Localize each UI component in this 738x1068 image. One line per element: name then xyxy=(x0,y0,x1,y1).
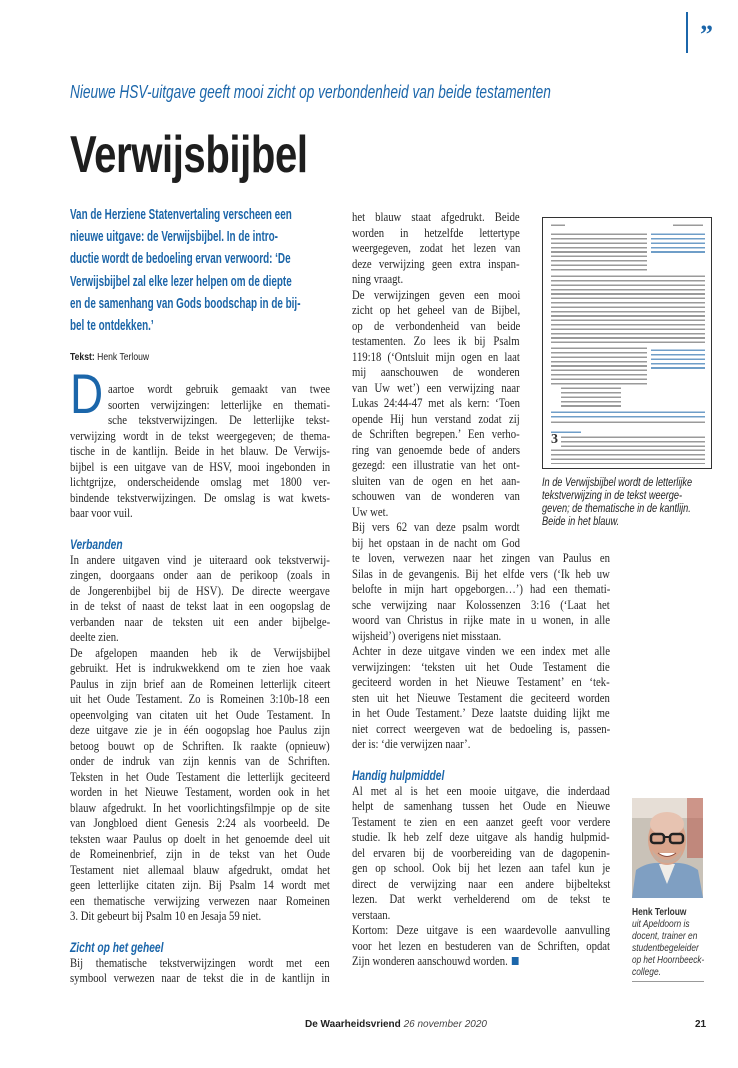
text-line-content: het blauw staat afgedrukt. Beide xyxy=(352,210,520,224)
text-line-content: en de samenhang van Gods boodschap in de bij- xyxy=(70,294,301,312)
text-line xyxy=(70,956,376,972)
text-line xyxy=(352,582,656,598)
text-line xyxy=(352,598,656,614)
text-line xyxy=(352,613,656,629)
text-line xyxy=(70,460,376,476)
text-line xyxy=(70,568,376,584)
text-line xyxy=(70,584,376,600)
text-line xyxy=(352,536,656,552)
text-line-content: direct de verwijzing naar een andere bijbeltekst xyxy=(352,876,611,891)
text-line xyxy=(70,739,376,755)
text-line xyxy=(352,799,656,815)
text-line-content: Bij thematische tekstverwijzingen wordt met een xyxy=(70,955,330,970)
text-line xyxy=(70,553,376,569)
text-line xyxy=(70,599,376,615)
text-line-content: testamenten. Zo lees ik bij Psalm xyxy=(352,334,520,348)
text-line-content: bel te ontdekken.’ xyxy=(70,316,154,334)
author-photo xyxy=(632,798,703,898)
text-line-content: opende Hij hun verstand zodat zij xyxy=(352,411,520,426)
quote-icon: ” xyxy=(700,20,713,49)
author-bio-line xyxy=(632,966,724,978)
text-line-content: zingen, doorgaans onder aan de perikoop (zoals in xyxy=(70,568,330,582)
text-line-content: ning vraagt. xyxy=(352,272,404,286)
byline-author: Henk Terlouw xyxy=(97,351,150,363)
text-line-content: blauw afgedrukt. In het voorlichtingsfilmpje op de site xyxy=(70,800,330,815)
caption-line xyxy=(542,503,730,516)
text-line-content: van Jongbloed dient Genesis 2:24 als voorbeeld. De xyxy=(70,816,330,830)
text-line-content: een thematische verwijzing verwezen naar Romeinen xyxy=(70,893,330,908)
text-line-content: weergegeven, zodat het lezen van xyxy=(352,241,521,255)
text-line xyxy=(70,832,376,848)
text-line-content: te loven, verwezen naar het zingen van Paulus en xyxy=(352,551,610,565)
text-line xyxy=(70,971,376,987)
text-line-content: worden in het Nieuwe Testament, worden ook in het xyxy=(70,785,330,799)
footer-publication xyxy=(305,1019,487,1030)
text-line xyxy=(352,830,656,846)
text-line xyxy=(70,863,376,879)
text-line-content: Handig hulpmiddel xyxy=(352,768,445,783)
text-line-content: Silas in de gevangenis. Bij het elfde vers (‘Ik heb uw xyxy=(352,566,610,581)
drop-cap: D xyxy=(70,362,104,425)
text-line xyxy=(352,675,656,691)
text-line xyxy=(352,954,656,970)
text-line-content: verwijzing wordt in de tekst weergegeven; de thema- xyxy=(70,428,331,443)
text-line-content: voor het lezen en bestuderen van de Schriften, opdat xyxy=(352,938,611,953)
text-line-content: Beide in het blauw. xyxy=(542,516,620,528)
text-line-content: De afgelopen maanden heb ik de Verwijsbijbel xyxy=(70,645,331,660)
text-line-content: uit Apeldoorn is xyxy=(632,918,690,930)
text-line-content: Kortom: Deze uitgave is een waardevolle aanvulling xyxy=(352,923,611,937)
text-line xyxy=(352,691,656,707)
text-line-content: van Uw wet’) een verwijzing naar xyxy=(352,380,520,395)
text-line xyxy=(352,939,656,955)
caption-line xyxy=(542,490,730,503)
text-line xyxy=(70,646,376,662)
text-line-content: lichtgrijze, onderscheidende omslag met 1800 ver- xyxy=(70,475,331,489)
text-line-content: studentbegeleider xyxy=(632,942,699,954)
text-line-content: bij het opstaan in de nacht om God xyxy=(352,535,520,550)
text-line xyxy=(70,661,376,677)
text-line-content: docent, trainer en xyxy=(632,930,698,942)
text-line-content: lezen. Dat werkt verhelderend om de tekst te xyxy=(352,892,611,906)
header-divider xyxy=(686,12,688,53)
text-line xyxy=(70,382,376,398)
author-name xyxy=(632,906,724,918)
text-line xyxy=(70,801,376,817)
text-line xyxy=(352,877,656,893)
bible-page-image xyxy=(542,217,712,469)
text-line-content: bindende tekstverwijzingen. De omslag is wat kwets- xyxy=(70,490,330,505)
text-line-content: soorten verwijzingen: letterlijke en themati- xyxy=(108,397,331,412)
text-line-content: gebruikt. Het is indrukwekkend om te zien hoe vaak xyxy=(70,661,331,675)
text-line xyxy=(352,629,656,645)
text-line-content: der is: ‘die verwijzen naar’. xyxy=(352,737,471,751)
text-line xyxy=(352,923,656,939)
byline-label: Tekst: xyxy=(70,351,95,363)
text-line-content: bijbel is een uitgave van de HSV, mooi ingebonden in xyxy=(70,459,331,474)
text-line xyxy=(352,892,656,908)
text-line-content: de Jongerenbijbel bij de HSV). De directe weergave xyxy=(70,583,330,598)
text-line-content: woord van Christus in rijke mate in u wonen, in alle xyxy=(352,613,610,627)
text-line-content: onder de indruk van zijn kennis van de Schriften. xyxy=(70,754,330,768)
text-line xyxy=(352,846,656,862)
text-line-content: tekstverwijzing in de tekst weerge- xyxy=(542,490,683,502)
text-line-content: sche verwijzing naar Kolossenzen 3:16 (‘Laat het xyxy=(352,597,610,612)
article-subtitle: Nieuwe HSV-uitgave geeft mooi zicht op verbondenheid van beide testamenten xyxy=(70,82,551,102)
author-bio-rule xyxy=(632,981,704,982)
chapter-numeral-glyph: 3 xyxy=(551,432,558,447)
text-line-content: Lukas 24:44-47 met als kern: ‘Toen xyxy=(352,396,520,410)
text-line xyxy=(70,692,376,708)
text-line-content: ring van genoemde bede of anders xyxy=(352,442,521,457)
text-line-content: worden in hetzelfde lettertype xyxy=(352,225,520,240)
text-line-content: nieuwe uitgave: de Verwijsbijbel. In de intro- xyxy=(70,228,278,246)
caption-line xyxy=(542,516,730,529)
text-line-content: wijsheid’) overigens niet misstaan. xyxy=(352,628,502,643)
text-line xyxy=(70,491,376,507)
text-line-content: deze uitgave zie je in één oogopslag hoe Paulus zijn xyxy=(70,723,330,737)
text-line-content: 3. Dit gebeurt bij Psalm 10 en Jesaja 59 niet. xyxy=(70,909,262,923)
end-of-article-mark xyxy=(512,957,519,965)
text-line-content: teksten waar Paulus op doelt in het genoemde deel uit xyxy=(70,831,331,846)
text-line-content: op het Hoornbeeck- xyxy=(632,954,705,966)
text-line-content: sluiten van de ogen en het aan- xyxy=(352,473,520,488)
text-line-content: Al met al is het een mooie uitgave, die inderdaad xyxy=(352,783,610,798)
text-line-content: deze verwijzing geen extra inspan- xyxy=(352,256,520,271)
text-line xyxy=(70,723,376,739)
text-line xyxy=(70,630,376,646)
text-line-content: de Schriften begrepen.’ Een verho- xyxy=(352,427,520,441)
text-line xyxy=(70,475,376,491)
author-bio-line xyxy=(632,930,724,942)
text-line-content: Teksten in het Oude Testament die letterlijk geciteerd xyxy=(70,769,331,784)
text-line-content: Zicht op het geheel xyxy=(70,940,164,955)
text-line xyxy=(352,861,656,877)
author-bio-line xyxy=(632,954,724,966)
magazine-name: De Waarheidsvriend xyxy=(305,1019,401,1030)
text-line xyxy=(70,506,376,522)
text-line-content: ductie wordt de bedoeling ervan verwoord: ‘De xyxy=(70,250,291,268)
caption-line xyxy=(542,477,730,490)
text-line xyxy=(70,894,376,910)
body-column-1 xyxy=(70,382,376,987)
text-line xyxy=(70,785,376,801)
text-line-content: betoog bouwt op de Schriften. Ik raakte (opnieuw) xyxy=(70,738,330,753)
text-line-content: zicht op het geheel van de Bijbel, xyxy=(352,303,521,317)
text-line-content: helpt de samenhang tussen het Oude en Nieuwe xyxy=(352,799,610,813)
text-line-content: verstaan. xyxy=(352,907,391,922)
text-line-content: niet correct weergeven wat de bedoeling is, passen- xyxy=(352,721,611,736)
text-line xyxy=(352,737,656,753)
section-heading xyxy=(352,768,656,784)
text-line-content: opeenvolging van citaten uit het Oude Testament. In xyxy=(70,707,331,722)
text-line xyxy=(70,770,376,786)
text-line-content: Verwijsbijbel zal elke lezer helpen om de diepte xyxy=(70,272,292,290)
text-line xyxy=(352,908,656,924)
text-line-content: Bij vers 62 van deze psalm wordt xyxy=(352,520,520,534)
section-heading xyxy=(70,537,376,553)
text-line-content: del ervaren bij de voorbereiding van de dagopenin- xyxy=(352,845,610,860)
text-line xyxy=(352,551,656,567)
text-line-content: verbanden naar de teksten uit een ander bijbelge- xyxy=(70,614,331,629)
text-line-content: in de tekst of naast de tekst laat in een oogopslag de xyxy=(70,599,331,613)
text-line xyxy=(70,398,376,414)
text-line xyxy=(352,644,656,660)
text-line-content: symbool verwezen naar de tekst die in de kantlijn in xyxy=(70,971,330,985)
text-line xyxy=(352,722,656,738)
text-line-content: in het Oude Testament.’ Deze laatste duiding lijkt me xyxy=(352,706,610,720)
text-line xyxy=(70,429,376,445)
text-line xyxy=(70,878,376,894)
text-line-content: gezegd: een illustratie van het ont- xyxy=(352,458,520,472)
text-line-content: sche tekstverwijzingen. De letterlijke tekst- xyxy=(108,413,330,427)
text-line-content: studie. Ik heb zelf deze uitgave als handig hulpmid- xyxy=(352,830,610,844)
text-line xyxy=(70,413,376,429)
text-line xyxy=(70,708,376,724)
text-line xyxy=(70,847,376,863)
text-line xyxy=(70,444,376,460)
text-line-content: In de Verwijsbijbel wordt de letterlijke xyxy=(542,477,693,489)
text-line-content: aartoe wordt gebruik gemaakt van twee xyxy=(108,382,330,396)
text-line xyxy=(352,784,656,800)
text-line-content: college. xyxy=(632,966,661,978)
text-line-content: Testament te zien en een aanzet geeft voor verdere xyxy=(352,814,611,829)
image-caption xyxy=(542,477,730,529)
text-line-content: Uw wet. xyxy=(352,504,389,519)
section-heading xyxy=(70,940,376,956)
page-number: 21 xyxy=(695,1019,707,1030)
text-line xyxy=(352,567,656,583)
text-line-content: Achter in deze uitgave vinden we een index met alle xyxy=(352,644,611,658)
text-line-content: mij aanschouwen de wonderen xyxy=(352,365,520,379)
text-line-content: Verbanden xyxy=(70,537,123,552)
text-line-content: baar voor vuil. xyxy=(70,506,133,520)
article-title: Verwijsbijbel xyxy=(70,126,308,184)
text-line-content: uit het Oude Testament. Zo is Romeinen 3:10b-18 een xyxy=(70,692,330,706)
text-line-content: tische in de kantlijn. Beide in het blauw. De Verwijs- xyxy=(70,444,330,458)
text-line-content: 119:18 (‘Ontsluit mijn ogen en laat xyxy=(352,349,520,364)
text-line-content: schouwen van de wonderen van xyxy=(352,489,520,503)
text-line-content: belofte in mijn hart opgeborgen…’) had een themati- xyxy=(352,582,611,596)
text-line xyxy=(352,660,656,676)
text-line-content: De verwijzingen geven een mooi xyxy=(352,287,521,302)
text-line-content: geciteerd worden in het Nieuwe Testament’ en ‘tek- xyxy=(352,675,610,689)
text-line-content: verwijzingen: ‘teksten uit het Oude Testament die xyxy=(352,659,610,674)
text-line-content: Van de Herziene Statenvertaling verscheen een xyxy=(70,206,292,223)
author-bio-line xyxy=(632,918,724,930)
text-line xyxy=(70,816,376,832)
text-line-content: op de verbondenheid van beide xyxy=(352,318,521,333)
text-line-content: sten uit het Nieuwe Testament die geciteerd worden xyxy=(352,690,610,705)
text-line-content: Henk Terlouw xyxy=(632,906,687,918)
text-line-content: de Romeinenbrief, zijn in de tekst van het Oude xyxy=(70,847,330,861)
text-line-content: geven; de thematische in de kantlijn. xyxy=(542,503,691,515)
issue-date: 26 november 2020 xyxy=(403,1019,487,1030)
text-line-content: gen op school. Ook bij het lezen aan tafel kun je xyxy=(352,861,611,875)
text-line-content: Paulus in zijn brief aan de Romeinen letterlijk citeert xyxy=(70,676,331,691)
text-line xyxy=(352,815,656,831)
author-bio-line xyxy=(632,942,724,954)
text-line-content: geen letterlijke citaten zijn. Bij Psalm 14 wordt met xyxy=(70,878,330,892)
text-line xyxy=(70,615,376,631)
text-line-content: Zijn wonderen aanschouwd worden. xyxy=(352,954,519,969)
text-line-content: In andere uitgaven vind je uiteraard ook tekstverwij- xyxy=(70,552,330,567)
text-line-content: deelte zien. xyxy=(70,630,119,644)
text-line xyxy=(70,754,376,770)
text-line xyxy=(70,677,376,693)
author-bio xyxy=(632,906,724,978)
text-line xyxy=(70,909,376,925)
text-line xyxy=(352,706,656,722)
text-line-content: Testament niet allemaal blauw afgedrukt, omdat het xyxy=(70,862,331,877)
